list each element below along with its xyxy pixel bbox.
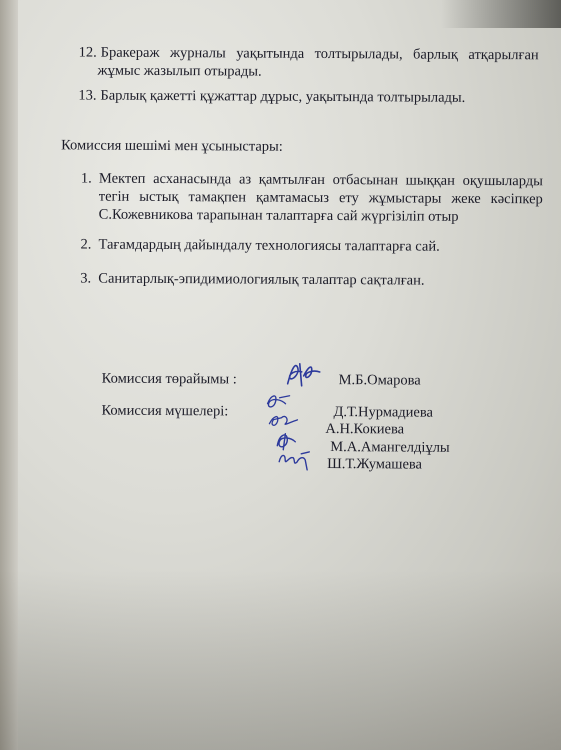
member-name-1: Д.Т.Нурмадиева xyxy=(333,404,434,421)
commission-item-1-line3: С.Кожевникова тарапынан талаптарға сай жүргізіліп отыр xyxy=(98,206,459,225)
commission-item-3-text: Санитарлық-эпидимиологиялық талаптар сақталған. xyxy=(98,270,425,289)
commission-item-3-number: 3. xyxy=(80,270,92,287)
commission-item-1-line1 xyxy=(99,171,543,191)
members-signatures xyxy=(259,390,333,472)
commission-item-1-line1-text: Мектеп асханасында аз қамтылған отбасынан шыққан оқушыларды xyxy=(98,170,543,190)
chair-name: М.Б.Омарова xyxy=(338,372,421,389)
chair-signature xyxy=(282,358,326,392)
item-13-number: 13. xyxy=(78,87,97,104)
member-name-4: Ш.Т.Жумашева xyxy=(327,456,423,473)
commission-item-1-number: 1. xyxy=(80,170,92,187)
commission-item-1-line2 xyxy=(99,189,543,209)
commission-heading: Комиссия шешімі мен ұсыныстары: xyxy=(61,137,283,155)
item-12-number: 12. xyxy=(78,44,97,61)
item-12-text-line2: жұмыс жазылып отырады. xyxy=(97,62,262,80)
commission-item-1-line2-text: тегін ыстық тамақпен қамтамасыз ету жұмыстары жеке кәсіпкер xyxy=(98,188,543,208)
chair-label: Комиссия төрайымы : xyxy=(101,370,237,388)
bottom-shadow xyxy=(0,570,561,750)
member-name-3: М.А.Амангелдіұлы xyxy=(330,439,450,456)
members-label: Комиссия мүшелері: xyxy=(101,402,229,420)
member-name-2: А.Н.Кокиева xyxy=(325,420,405,438)
item-12-line1-text: Бракераж журналы уақытында толтырылады, барлық атқарылған xyxy=(100,44,539,64)
item-12-text-line1 xyxy=(101,45,539,65)
commission-item-2-number: 2. xyxy=(80,236,92,253)
commission-item-2-text: Тағамдардың дайындалу технологиясы талаптарға сай. xyxy=(98,236,440,255)
item-13-text: Барлық қажетті құжаттар дұрыс, уақытында толтырылады. xyxy=(100,87,466,106)
